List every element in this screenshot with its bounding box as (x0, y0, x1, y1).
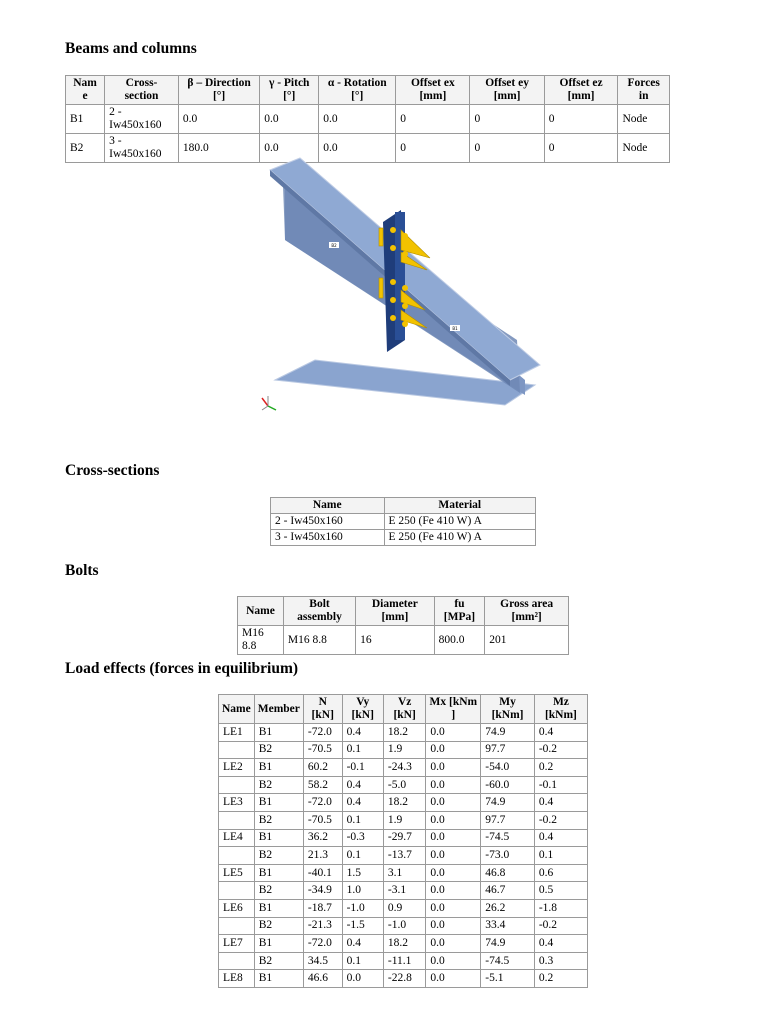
table-cell: 0.2 (534, 759, 587, 777)
table-cell: -34.9 (303, 882, 342, 900)
table-cell: -72.0 (303, 794, 342, 812)
table-cell: -29.7 (383, 829, 426, 847)
table-cell (219, 741, 255, 759)
bolts-header-row (238, 597, 569, 626)
table-cell: 46.6 (303, 970, 342, 988)
table-cell: 0.0 (342, 970, 383, 988)
table-cell: 0.0 (319, 134, 396, 163)
table-cell: 0.9 (383, 899, 426, 917)
table-cell: -1.0 (383, 917, 426, 935)
column-header: Forces in (618, 76, 670, 105)
table-cell: 0.1 (342, 952, 383, 970)
column-header: Mx [kNm ] (426, 695, 481, 724)
table-cell: -0.2 (534, 811, 587, 829)
table-cell: -1.8 (534, 899, 587, 917)
table-cell: -18.7 (303, 899, 342, 917)
table-cell: 0.0 (426, 759, 481, 777)
bolts-table (237, 596, 569, 655)
table-row (219, 970, 588, 988)
column-header: Nam e (66, 76, 105, 105)
table-cell: 0.0 (426, 952, 481, 970)
table-cell: LE3 (219, 794, 255, 812)
table-cell: B1 (254, 935, 303, 953)
table-cell: -74.5 (481, 952, 535, 970)
table-cell: 0.4 (534, 935, 587, 953)
table-cell: 0.2 (534, 970, 587, 988)
table-cell: 0 (544, 105, 618, 134)
table-cell: -11.1 (383, 952, 426, 970)
table-cell: 0.0 (426, 776, 481, 794)
table-cell: 0.0 (426, 935, 481, 953)
table-cell: -0.2 (534, 741, 587, 759)
table-cell: 34.5 (303, 952, 342, 970)
table-cell: LE1 (219, 724, 255, 742)
table-row (219, 847, 588, 865)
table-cell: 60.2 (303, 759, 342, 777)
table-cell: 0.0 (426, 741, 481, 759)
table-cell: 0.4 (534, 829, 587, 847)
table-cell: E 250 (Fe 410 W) A (384, 514, 536, 530)
table-cell: E 250 (Fe 410 W) A (384, 530, 536, 546)
member-label-b2: B2 (331, 243, 337, 248)
table-row (219, 864, 588, 882)
column-header: Name (271, 498, 385, 514)
table-row (219, 899, 588, 917)
table-cell: 3 - Iw450x160 (271, 530, 385, 546)
table-cell: B1 (254, 829, 303, 847)
table-cell: -40.1 (303, 864, 342, 882)
table-cell: -21.3 (303, 917, 342, 935)
table-cell: 0.0 (426, 847, 481, 865)
table-cell: B1 (254, 794, 303, 812)
table-row (219, 724, 588, 742)
member-label-b1: B1 (452, 326, 458, 331)
table-cell: 0.0 (426, 970, 481, 988)
table-row (271, 530, 536, 546)
table-cell: -0.2 (534, 917, 587, 935)
table-cell: 0.0 (260, 105, 319, 134)
table-cell: -5.0 (383, 776, 426, 794)
table-row (219, 882, 588, 900)
table-cell: B1 (254, 864, 303, 882)
column-header: Gross area [mm²] (485, 597, 569, 626)
table-cell: 0 (544, 134, 618, 163)
table-cell: -72.0 (303, 935, 342, 953)
column-header: Mz [kNm] (534, 695, 587, 724)
table-cell: -22.8 (383, 970, 426, 988)
table-row (219, 829, 588, 847)
table-cell: 26.2 (481, 899, 535, 917)
table-cell: 0.1 (342, 741, 383, 759)
table-cell: 0.5 (534, 882, 587, 900)
cs-body (271, 514, 536, 546)
column-header: Name (238, 597, 284, 626)
table-cell: 0.1 (342, 847, 383, 865)
column-header: Name (219, 695, 255, 724)
table-cell: M16 8.8 (283, 626, 355, 655)
section-title-cross-sections: Cross-sections (65, 462, 160, 479)
column-header: Vy [kN] (342, 695, 383, 724)
table-row (219, 759, 588, 777)
table-cell (219, 952, 255, 970)
table-cell: 0 (470, 134, 544, 163)
table-cell: 18.2 (383, 794, 426, 812)
table-cell: LE8 (219, 970, 255, 988)
table-row (238, 626, 569, 655)
table-cell: 18.2 (383, 935, 426, 953)
table-cell: 0.0 (426, 882, 481, 900)
table-cell: -3.1 (383, 882, 426, 900)
table-cell: 0.4 (342, 724, 383, 742)
table-cell: -24.3 (383, 759, 426, 777)
column-header: My [kNm] (481, 695, 535, 724)
table-cell: 0.0 (426, 864, 481, 882)
column-header: Offset ey [mm] (470, 76, 544, 105)
table-cell: 74.9 (481, 935, 535, 953)
table-cell: B2 (254, 917, 303, 935)
table-cell (219, 917, 255, 935)
table-cell: LE5 (219, 864, 255, 882)
table-cell: B1 (254, 899, 303, 917)
table-cell: 0 (396, 105, 470, 134)
column-header: Vz [kN] (383, 695, 426, 724)
joint-3d-model (255, 150, 545, 425)
table-row (219, 741, 588, 759)
table-cell: -74.5 (481, 829, 535, 847)
table-row (219, 917, 588, 935)
table-cell: 36.2 (303, 829, 342, 847)
le-body (219, 724, 588, 988)
table-cell: 0.1 (342, 811, 383, 829)
table-row (219, 811, 588, 829)
table-cell: 3 - Iw450x160 (105, 134, 179, 163)
table-cell: 16 (356, 626, 434, 655)
table-cell: -72.0 (303, 724, 342, 742)
table-row (219, 935, 588, 953)
table-cell: 0.0 (178, 105, 259, 134)
table-cell: -0.1 (534, 776, 587, 794)
table-row (219, 952, 588, 970)
table-cell: 74.9 (481, 794, 535, 812)
table-cell: B2 (254, 776, 303, 794)
table-cell: 0.4 (342, 794, 383, 812)
column-header: Material (384, 498, 536, 514)
section-title-bolts: Bolts (65, 562, 99, 579)
table-cell: LE2 (219, 759, 255, 777)
column-header: α - Rotation [°] (319, 76, 396, 105)
table-cell: 0.4 (534, 794, 587, 812)
table-cell: 74.9 (481, 724, 535, 742)
section-title-beams: Beams and columns (65, 40, 197, 57)
table-cell: B1 (254, 970, 303, 988)
cs-header-row (271, 498, 536, 514)
table-cell (219, 847, 255, 865)
cross-sections-table (270, 497, 536, 546)
table-cell: 97.7 (481, 741, 535, 759)
table-cell: 180.0 (178, 134, 259, 163)
table-cell: B2 (254, 952, 303, 970)
table-cell: 201 (485, 626, 569, 655)
column-header: Bolt assembly (283, 597, 355, 626)
table-cell: 1.5 (342, 864, 383, 882)
table-row (271, 514, 536, 530)
table-cell: 0.0 (319, 105, 396, 134)
table-cell (219, 882, 255, 900)
table-cell: -0.1 (342, 759, 383, 777)
table-cell: -13.7 (383, 847, 426, 865)
table-cell: 0 (470, 105, 544, 134)
table-cell: 0 (396, 134, 470, 163)
table-cell: -5.1 (481, 970, 535, 988)
table-cell: B1 (66, 105, 105, 134)
column-header: Cross-section (105, 76, 179, 105)
column-header: γ - Pitch [°] (260, 76, 319, 105)
table-cell: -70.5 (303, 741, 342, 759)
bolts-body (238, 626, 569, 655)
table-cell: 0.4 (534, 724, 587, 742)
column-header: Diameter [mm] (356, 597, 434, 626)
table-cell: B2 (254, 847, 303, 865)
table-cell: 3.1 (383, 864, 426, 882)
table-cell: 0.0 (426, 794, 481, 812)
table-cell: -70.5 (303, 811, 342, 829)
table-cell: B1 (254, 724, 303, 742)
column-header: Member (254, 695, 303, 724)
table-cell (219, 776, 255, 794)
table-cell: 2 - Iw450x160 (105, 105, 179, 134)
table-cell: 33.4 (481, 917, 535, 935)
table-cell: Node (618, 134, 670, 163)
le-header-row (219, 695, 588, 724)
table-cell: 21.3 (303, 847, 342, 865)
table-cell: 97.7 (481, 811, 535, 829)
beams-header-row (66, 76, 670, 105)
table-cell: LE7 (219, 935, 255, 953)
table-cell: 0.0 (260, 134, 319, 163)
axis-gizmo (262, 396, 276, 410)
table-cell: 2 - Iw450x160 (271, 514, 385, 530)
table-cell: 0.0 (426, 899, 481, 917)
section-title-load-effects: Load effects (forces in equilibrium) (65, 660, 299, 677)
table-cell: 46.7 (481, 882, 535, 900)
table-cell: 46.8 (481, 864, 535, 882)
table-cell: 0.0 (426, 811, 481, 829)
table-cell: 0.4 (342, 776, 383, 794)
table-cell: 0.0 (426, 829, 481, 847)
table-cell: 1.0 (342, 882, 383, 900)
table-cell: -60.0 (481, 776, 535, 794)
column-header: N [kN] (303, 695, 342, 724)
table-cell: -1.0 (342, 899, 383, 917)
table-row (219, 776, 588, 794)
table-cell: 0.6 (534, 864, 587, 882)
table-cell: B1 (254, 759, 303, 777)
table-cell: Node (618, 105, 670, 134)
table-cell: 18.2 (383, 724, 426, 742)
table-row (66, 105, 670, 134)
table-cell: B2 (254, 811, 303, 829)
table-cell: B2 (254, 741, 303, 759)
column-header: fu [MPa] (434, 597, 485, 626)
table-row (219, 794, 588, 812)
column-header: Offset ez [mm] (544, 76, 618, 105)
table-cell: 0.1 (534, 847, 587, 865)
table-cell: 0.0 (426, 724, 481, 742)
load-effects-table (218, 694, 588, 988)
table-cell: -1.5 (342, 917, 383, 935)
table-cell: 1.9 (383, 741, 426, 759)
table-cell: B2 (254, 882, 303, 900)
column-header: β – Direction [°] (178, 76, 259, 105)
table-cell: 800.0 (434, 626, 485, 655)
table-cell: 58.2 (303, 776, 342, 794)
table-cell: -0.3 (342, 829, 383, 847)
column-header: Offset ex [mm] (396, 76, 470, 105)
table-cell: 0.3 (534, 952, 587, 970)
table-cell: 0.4 (342, 935, 383, 953)
table-cell: B2 (66, 134, 105, 163)
table-cell: M16 8.8 (238, 626, 284, 655)
table-cell: 0.0 (426, 917, 481, 935)
table-cell: LE6 (219, 899, 255, 917)
table-cell: LE4 (219, 829, 255, 847)
table-cell (219, 811, 255, 829)
table-cell: -73.0 (481, 847, 535, 865)
table-cell: 1.9 (383, 811, 426, 829)
table-cell: -54.0 (481, 759, 535, 777)
